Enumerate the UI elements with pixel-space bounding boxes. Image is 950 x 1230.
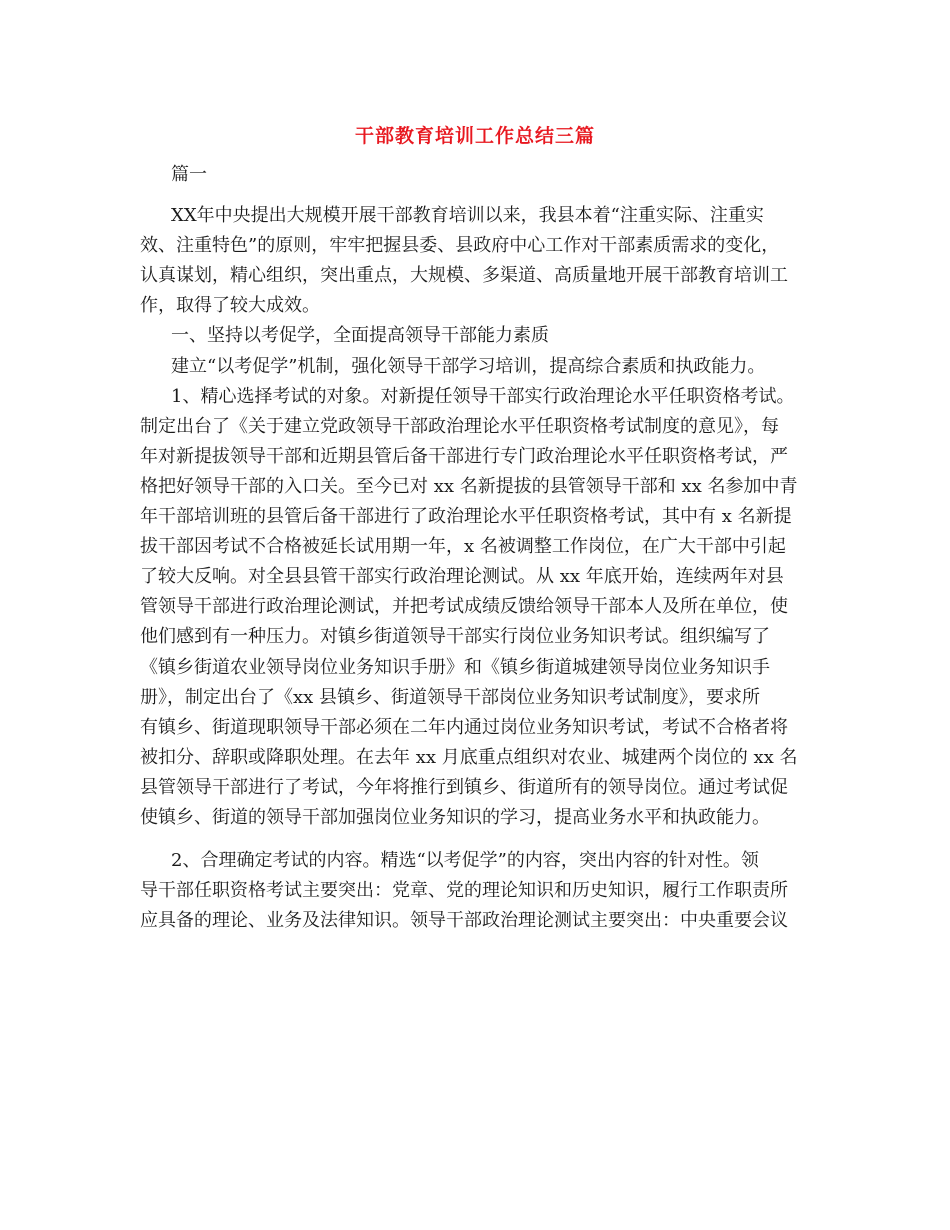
paragraph-line: 县管领导干部进行了考试，今年将推行到镇乡、街道所有的领导岗位。通过考试促 xyxy=(140,776,788,798)
paragraph-line: 制定出台了《关于建立党政领导干部政治理论水平任职资格考试制度的意见》，每 xyxy=(140,415,779,437)
paragraph-line: 他们感到有一种压力。对镇乡街道领导干部实行岗位业务知识考试。组织编写了 xyxy=(140,626,770,648)
paragraph-line: 拔干部因考试不合格被延长试用期一年，x 名被调整工作岗位，在广大干部中引起 xyxy=(140,536,786,558)
paragraph-line: 2、合理确定考试的内容。精选“以考促学”的内容，突出内容的针对性。领 xyxy=(171,850,759,872)
paragraph-line: 效、注重特色”的原则，牢牢把握县委、县政府中心工作对干部素质需求的变化， xyxy=(140,235,780,257)
paragraph-line: 认真谋划，精心组织，突出重点，大规模、多渠道、高质量地开展干部教育培训工 xyxy=(140,265,788,287)
paragraph-line: 有镇乡、街道现职领导干部必须在二年内通过岗位业务知识考试，考试不合格者将 xyxy=(140,716,788,738)
paragraph-line: 篇一 xyxy=(171,164,207,185)
paragraph-line: 建立“以考促学”机制，强化领导干部学习培训，提高综合素质和执政能力。 xyxy=(171,355,766,377)
paragraph-line: 使镇乡、街道的领导干部加强岗位业务知识的学习，提高业务水平和执政能力。 xyxy=(140,806,770,828)
paragraph-line: 作，取得了较大成效。 xyxy=(140,295,320,317)
paragraph-line: 格把好领导干部的入口关。至今已对 xx 名新提拔的县管领导干部和 xx 名参加中青 xyxy=(140,475,798,497)
paragraph-line: 一、坚持以考促学，全面提高领导干部能力素质 xyxy=(171,325,549,347)
paragraph-line: 管领导干部进行政治理论测试，并把考试成绩反馈给领导干部本人及所在单位，使 xyxy=(140,596,788,618)
paragraph-line: XX年中央提出大规模开展干部教育培训以来，我县本着“注重实际、注重实 xyxy=(171,205,764,227)
paragraph-line: 年对新提拔领导干部和近期县管后备干部进行专门政治理论水平任职资格考试，严 xyxy=(140,445,788,467)
paragraph-line: 1、精心选择考试的对象。对新提任领导干部实行政治理论水平任职资格考试。 xyxy=(171,385,795,407)
document-title: 干部教育培训工作总结三篇 xyxy=(354,125,595,147)
paragraph-line: 《镇乡街道农业领导岗位业务知识手册》和《镇乡街道城建领导岗位业务知识手 xyxy=(140,656,770,678)
paragraph-line: 册》，制定出台了《xx 县镇乡、街道领导干部岗位业务知识考试制度》，要求所 xyxy=(140,686,761,708)
paragraph-line: 被扣分、辞职或降职处理。在去年 xx 月底重点组织对农业、城建两个岗位的 xx 名 xyxy=(140,746,798,768)
paragraph-line: 年干部培训班的县管后备干部进行了政治理论水平任职资格考试，其中有 x 名新提 xyxy=(140,506,792,528)
paragraph-line: 导干部任职资格考试主要突出：党章、党的理论知识和历史知识，履行工作职责所 xyxy=(140,880,788,902)
paragraph-line: 应具备的理论、业务及法律知识。领导干部政治理论测试主要突出：中央重要会议 xyxy=(140,910,788,932)
document-body xyxy=(140,160,820,936)
paragraph-line: 了较大反响。对全县县管干部实行政治理论测试。从 xx 年底开始，连续两年对县 xyxy=(140,566,784,588)
